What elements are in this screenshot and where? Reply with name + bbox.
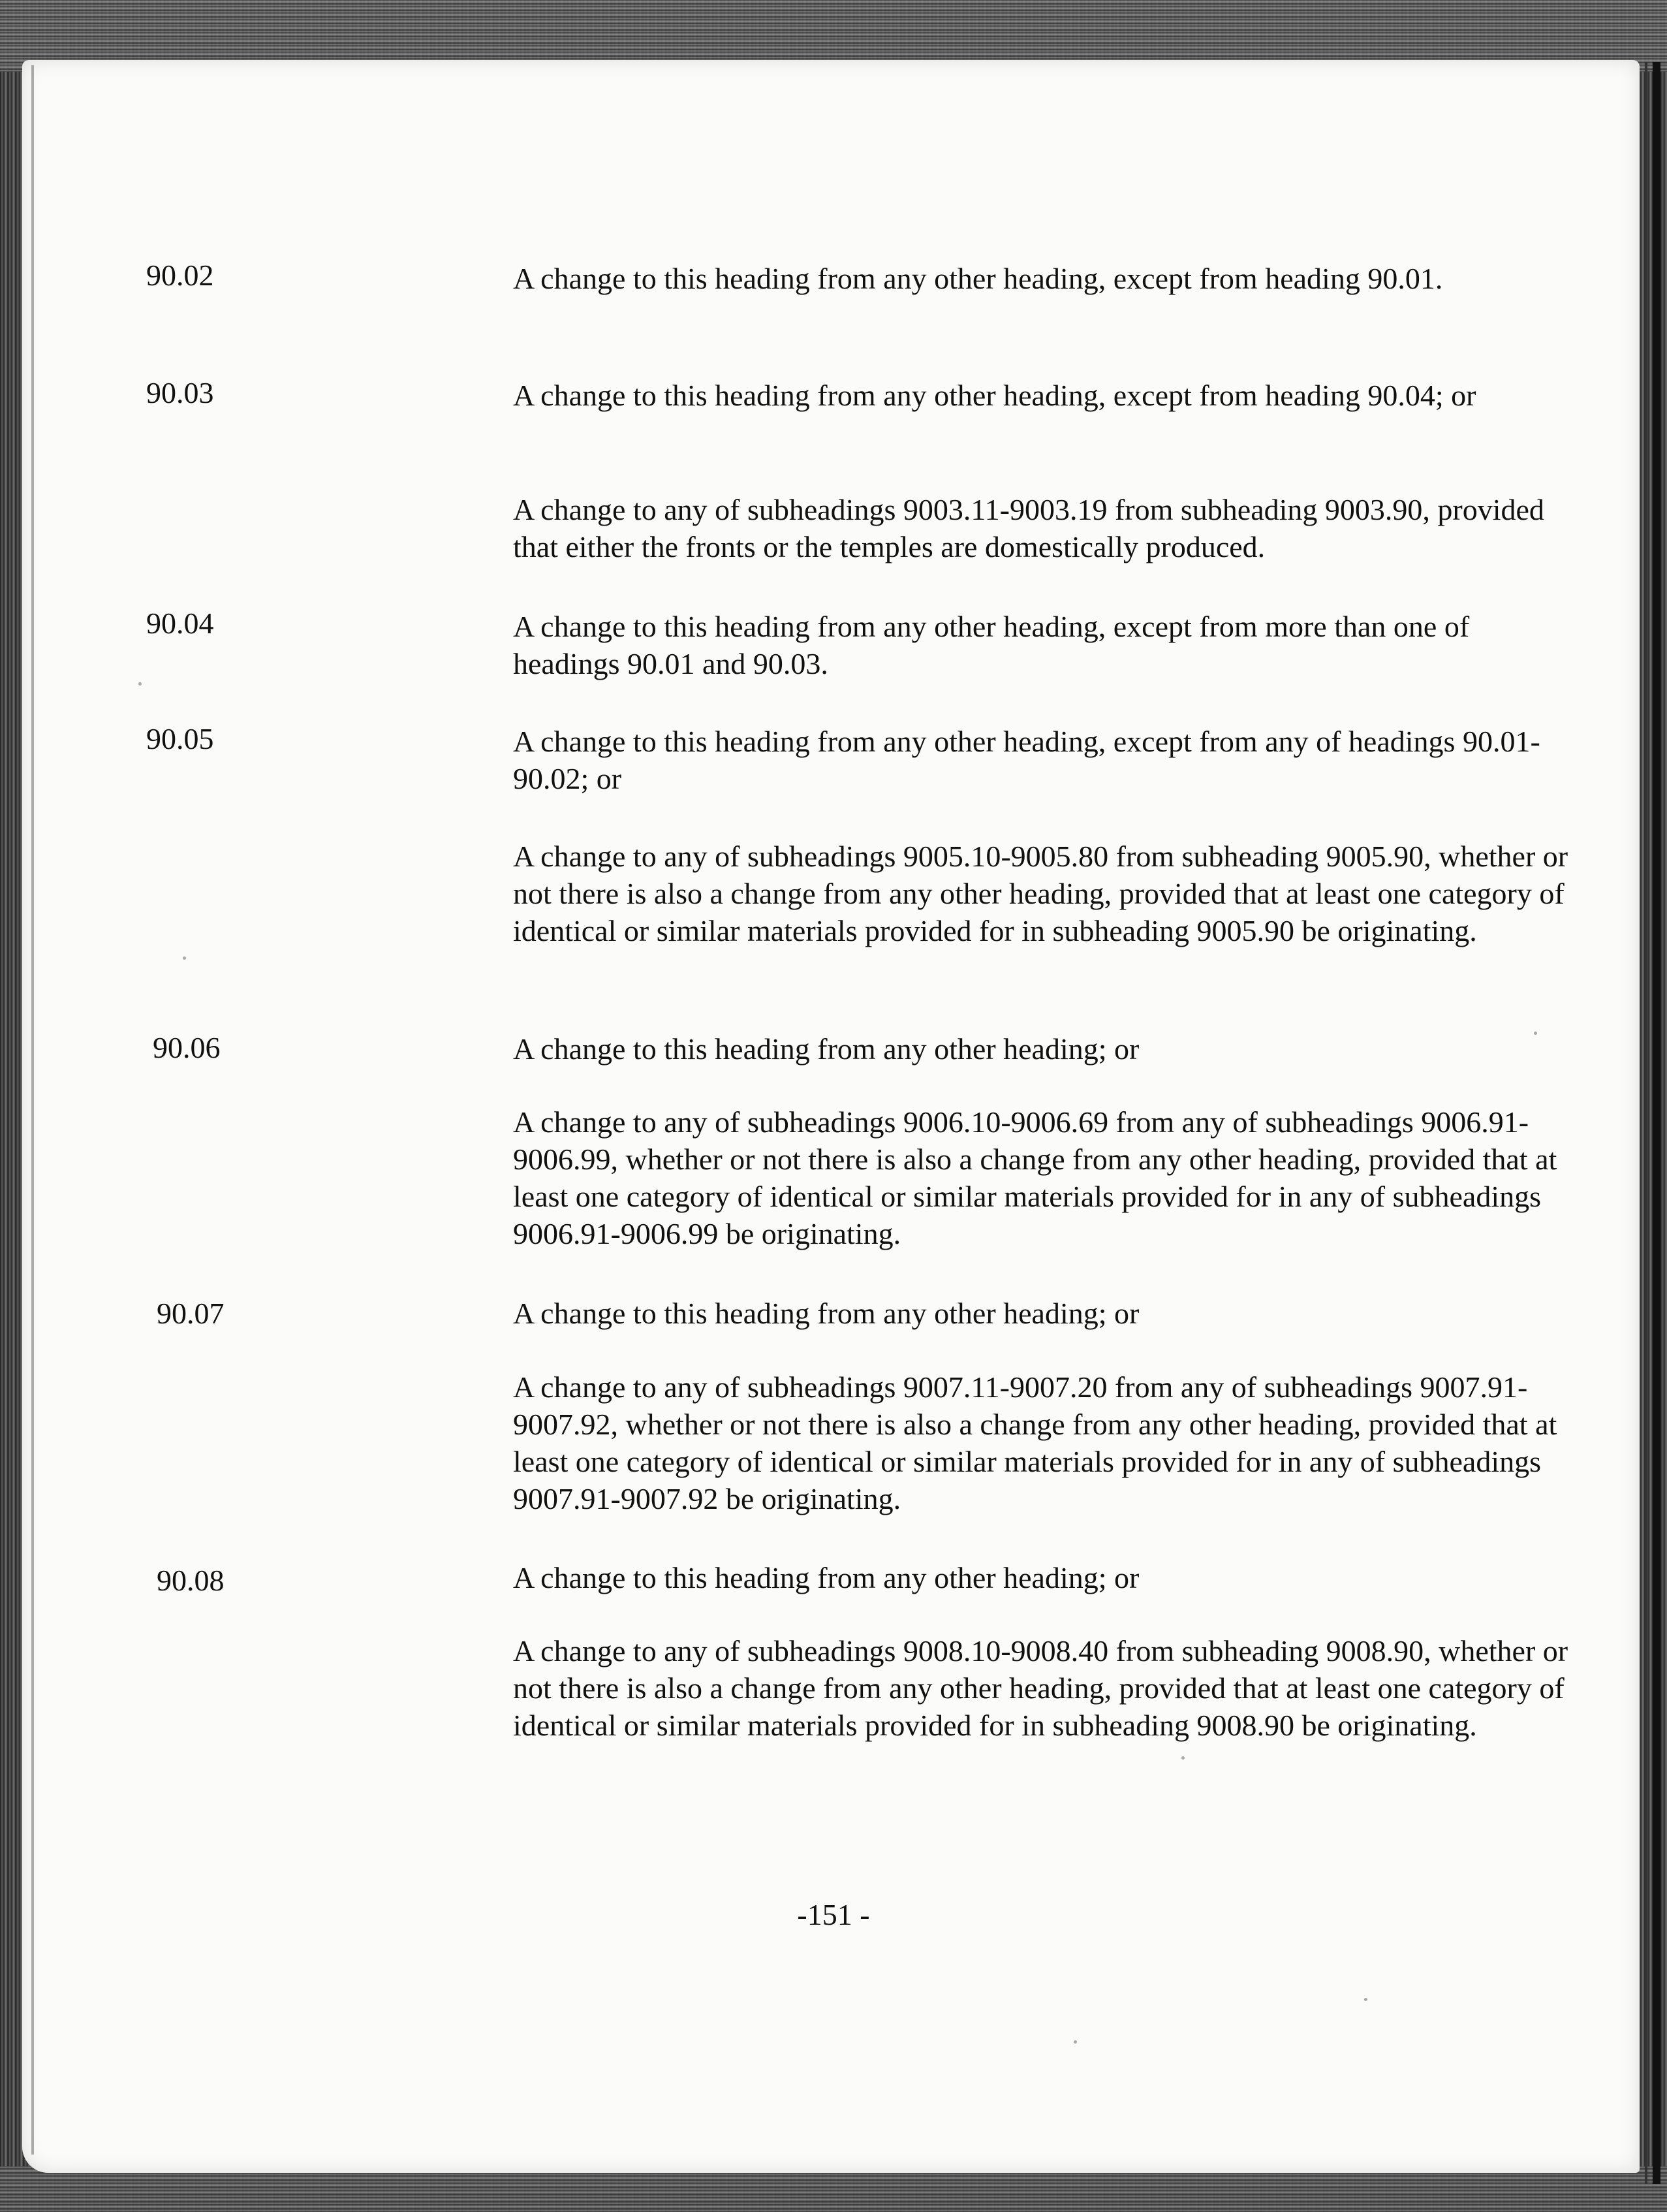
entry-code: 90.05 [146,722,214,755]
rule-paragraph: A change to this heading from any other heading, except from heading 90.04; or [513,379,1476,412]
entry-code: 90.08 [157,1564,225,1597]
entry-code: 90.03 [146,376,214,409]
rule-paragraph: A change to this heading from any other heading; or [513,1032,1140,1066]
entry-code: 90.02 [146,259,214,292]
scan-speck [183,956,186,960]
rule-paragraph: A change to any of subheadings 9007.11-9007.20 from any of subheadings 9007.91-9007.92, whether or not there is also a change from any other heading, provided that at least one category of identical or similar materials provided for in any of subheadings 9007.91-9007.92 be originating. [513,1370,1557,1515]
rule-paragraph: A change to this heading from any other heading; or [513,1561,1140,1594]
rule-paragraph: A change to any of subheadings 9005.10-9005.80 from subheading 9005.90, whether or not there is also a change from any other heading, provided that at least one category of identical or similar materials provided for in subheading 9005.90 be originating. [513,840,1568,947]
scan-speck [1534,1032,1537,1035]
rule-paragraph: A change to this heading from any other heading; or [513,1297,1140,1330]
scan-speck [1181,1756,1185,1760]
entry-code: 90.06 [153,1031,221,1064]
entry-code: 90.04 [146,607,214,640]
rule-paragraph: A change to this heading from any other heading, except from any of headings 90.01-90.02; or [513,725,1540,795]
scan-bottom-edge [0,2166,1667,2212]
entry-code: 90.07 [157,1297,225,1330]
page-number: -151 - [797,1898,870,1931]
page-right-border [1653,62,1660,2184]
rule-paragraph: A change to this heading from any other heading, except from heading 90.01. [513,262,1443,295]
rule-paragraph: A change to any of subheadings 9006.10-9006.69 from any of subheadings 9006.91-9006.99, whether or not there is also a change from any other heading, provided that at least one category of identical or similar materials provided for in any of subheadings 9006.91-9006.99 be originating. [513,1105,1557,1250]
page-right-border-inner [1645,62,1647,2184]
scan-speck [1074,2040,1077,2044]
rule-paragraph: A change to any of subheadings 9003.11-9003.19 from subheading 9003.90, provided that either the fronts or the temples are domestically produced. [513,493,1544,563]
rule-paragraph: A change to this heading from any other heading, except from more than one of headings 90.01 and 90.03. [513,610,1470,680]
scan-speck [138,682,142,686]
rule-paragraph: A change to any of subheadings 9008.10-9008.40 from subheading 9008.90, whether or not there is also a change from any other heading, provided that at least one category of identical or similar materials provided for in subheading 9008.90 be originating. [513,1634,1568,1742]
scan-speck [1364,1998,1367,2001]
page-left-border [31,65,34,2155]
